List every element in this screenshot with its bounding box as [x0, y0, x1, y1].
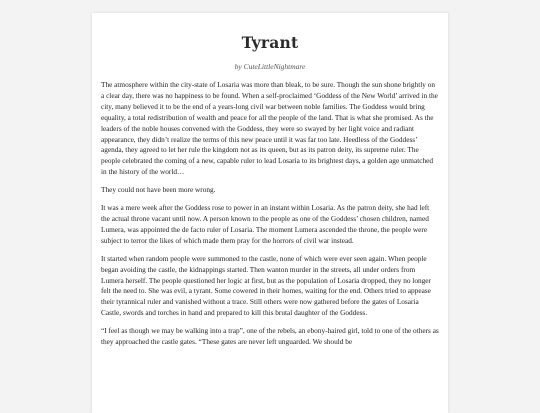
story-paragraph: “I feel as though we may be walking into a trap”, one of the rebels, an ebony-haired girl, told to one of the others as they approached the castle gates. “These gates are never left unguarded. We should be: [101, 326, 439, 347]
story-paragraph: They could not have been more wrong.: [101, 185, 216, 195]
story-byline: by CuteLittleNightmare: [234, 62, 306, 71]
story-paragraph: It was a mere week after the Goddess rose to power in an instant within Losaria. As the patron deity, she had left the actual throne vacant until now. A person known to the people as one of the Goddess’ chosen children, named Lumera, was appointed the de facto ruler of Losaria. The moment Lumera ascended the throne, the people were subject to terror the likes of which made them pray for the horrors of civil war instead.: [101, 203, 430, 245]
story-paragraph: The atmosphere within the city-state of Losaria was more than bleak, to be sure. Though the sun shone brightly on a clear day, there was no happiness to be found. When a self-proclaimed ‘Goddess of the New World’ arrived in the city, many believed it to be the end of a years-long civil war between noble families. The Goddess would bring equality, a total redistribution of wealth and peace for all the people of the land. That is what she promised. As the leaders of the noble houses convened with the Goddess, they were so swayed by her light voice and radiant appearance, they didn’t realize the terms of this new peace until it was far too late. Heedless of the Goddess’ agenda, they agreed to let her rule the kingdom not as its queen, but as its patron deity, its supreme ruler. The people celebrated the coming of a new, capable ruler to lead Losaria to its brightest days, a golden age unmatched in the history of the world…: [101, 80, 438, 177]
story-body: [101, 80, 439, 348]
story-paragraph: It started when random people were summoned to the castle, none of which were ever seen again. When people began avoiding the castle, the kidnappings started. Then wanton murder in the streets, all under orders from Lumera herself. The people questioned her logic at first, but as the population of Losaria dropped, they no longer felt the need to. She was evil, a tyrant. Some cowered in their homes, waiting for the end. Others tried to appease their tyrannical ruler and vanished without a trace. Still others were now gathered before the gates of Losaria Castle, swords and torches in hand and prepared to kill this brutal daughter of the Goddess.: [101, 253, 431, 318]
story-title: Tyrant: [241, 33, 299, 52]
story-page: [92, 13, 448, 413]
